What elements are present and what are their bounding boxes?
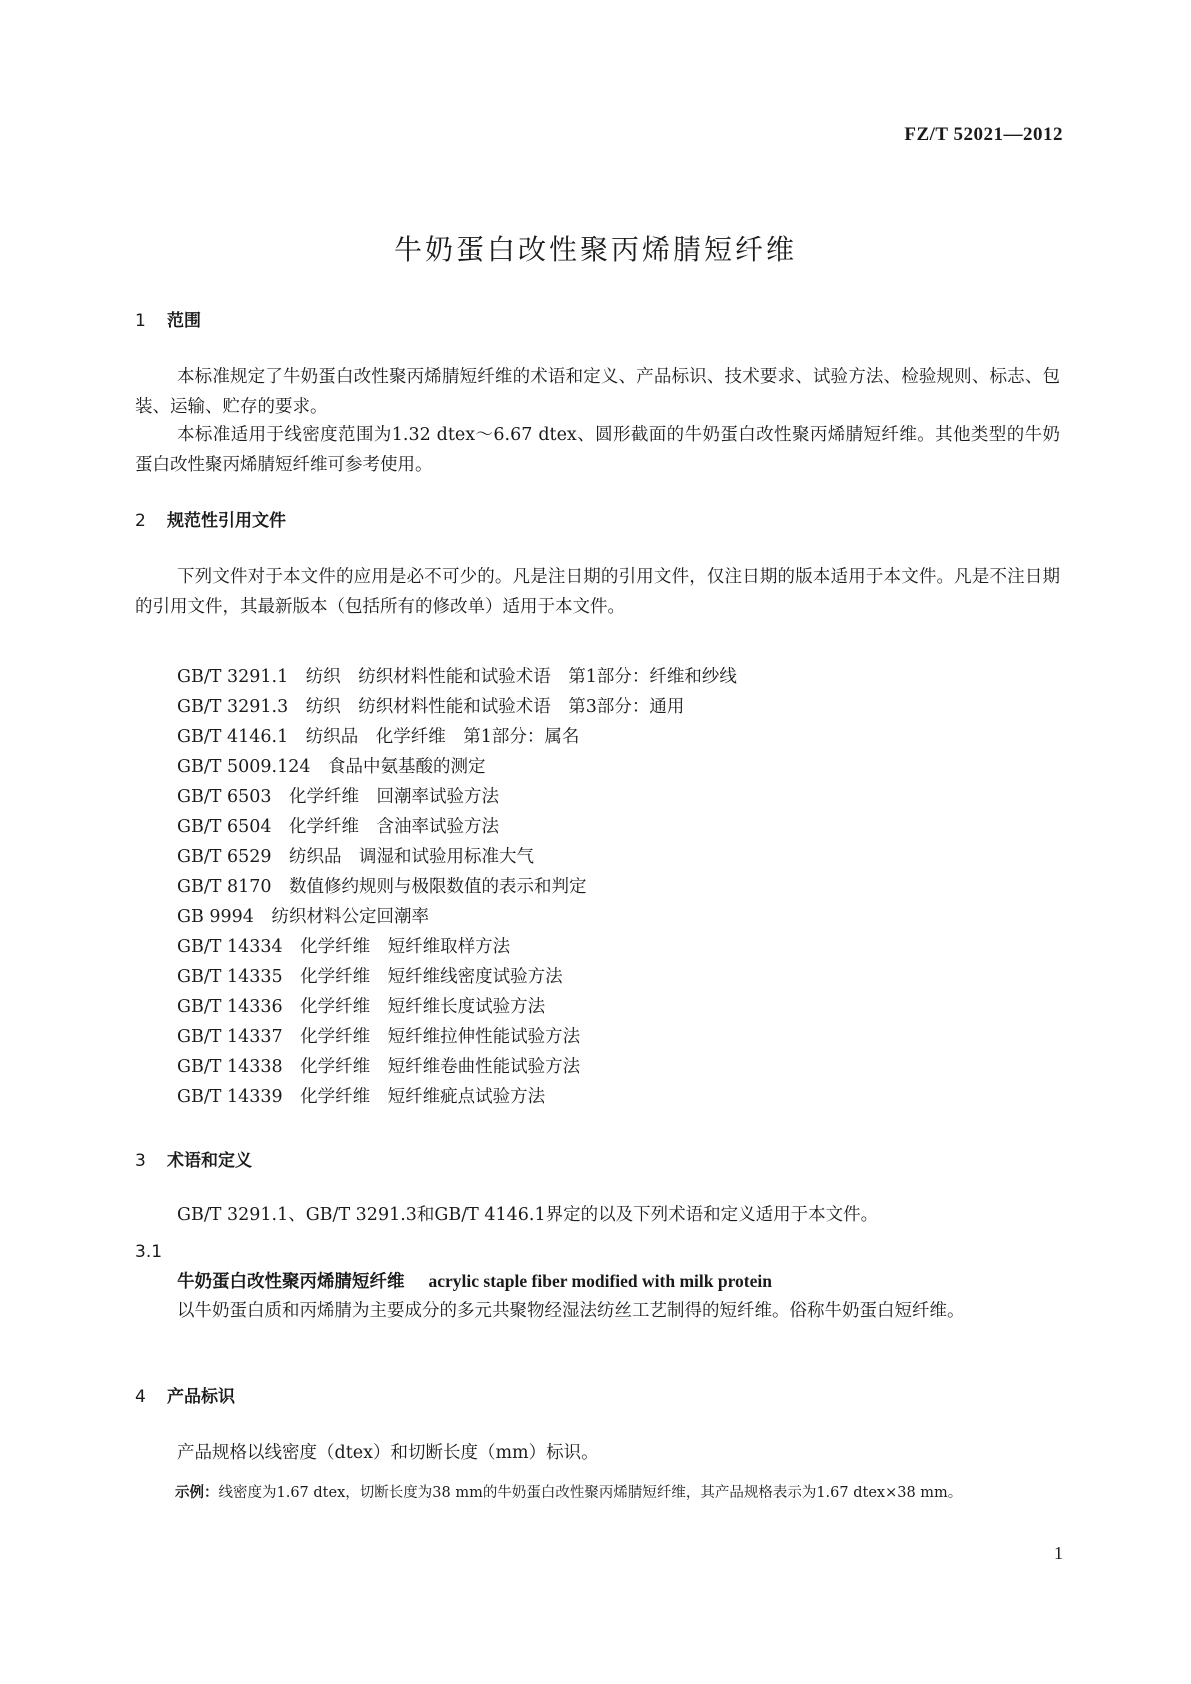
reference-item: GB/T 14337 化学纤维 短纤维拉伸性能试验方法 (177, 1027, 581, 1047)
reference-item: GB/T 4146.1 纺织品 化学纤维 第1部分：属名 (177, 727, 580, 747)
reference-item: GB/T 3291.3 纺织 纺织材料性能和试验术语 第3部分：通用 (177, 697, 685, 717)
section-3-heading (135, 1146, 252, 1171)
normative-reference-list (177, 662, 737, 1112)
term-chinese: 牛奶蛋白改性聚丙烯腈短纤维 (177, 1272, 405, 1292)
section-title: 产品标识 (167, 1387, 235, 1407)
section-number: 4 (135, 1387, 146, 1407)
section-number: 2 (135, 511, 146, 531)
document-title: 牛奶蛋白改性聚丙烯腈短纤维 (393, 233, 797, 266)
section-2-paragraph-1: 下列文件对于本文件的应用是必不可少的。凡是注日期的引用文件，仅注日期的版本适用于本文件。凡是不注日期的引用文件，其最新版本（包括所有的修改单）适用于本文件。 (135, 567, 1060, 617)
page-number: 1 (1054, 1543, 1063, 1563)
example-note (135, 1479, 1060, 1507)
section-4-paragraph-1: 产品规格以线密度（dtex）和切断长度（mm）标识。 (177, 1443, 599, 1463)
reference-item: GB/T 14335 化学纤维 短纤维线密度试验方法 (177, 967, 563, 987)
reference-item: GB 9994 纺织材料公定回潮率 (177, 907, 429, 927)
section-title: 规范性引用文件 (167, 511, 286, 531)
section-number: 3 (135, 1151, 146, 1171)
section-1-heading (135, 306, 201, 331)
section-title: 术语和定义 (167, 1151, 252, 1171)
reference-item: GB/T 5009.124 食品中氨基酸的测定 (177, 757, 486, 777)
section-title: 范围 (167, 311, 201, 331)
term-number: 3.1 (135, 1242, 163, 1262)
example-label: 示例： (175, 1485, 219, 1501)
reference-item: GB/T 14339 化学纤维 短纤维疵点试验方法 (177, 1087, 546, 1107)
reference-item: GB/T 14338 化学纤维 短纤维卷曲性能试验方法 (177, 1057, 581, 1077)
reference-item: GB/T 3291.1 纺织 纺织材料性能和试验术语 第1部分：纤维和纱线 (177, 667, 737, 687)
term-entry (177, 1268, 772, 1293)
reference-item: GB/T 6529 纺织品 调湿和试验用标准大气 (177, 847, 535, 867)
section-2-heading (135, 506, 286, 531)
section-3-paragraph-1: GB/T 3291.1、GB/T 3291.3和GB/T 4146.1界定的以及下列术语和定义适用于本文件。 (177, 1205, 879, 1225)
section-number: 1 (135, 311, 146, 331)
section-1-paragraph-2: 本标准适用于线密度范围为1.32 dtex～6.67 dtex、圆形截面的牛奶蛋白改性聚丙烯腈短纤维。其他类型的牛奶蛋白改性聚丙烯腈短纤维可参考使用。 (135, 425, 1060, 475)
term-definition: 以牛奶蛋白质和丙烯腈为主要成分的多元共聚物经湿法纺丝工艺制得的短纤维。俗称牛奶蛋白短纤维。 (177, 1301, 965, 1321)
section-1-paragraph-1: 本标准规定了牛奶蛋白改性聚丙烯腈短纤维的术语和定义、产品标识、技术要求、试验方法、检验规则、标志、包装、运输、贮存的要求。 (135, 367, 1060, 417)
reference-item: GB/T 6503 化学纤维 回潮率试验方法 (177, 787, 500, 807)
term-english: acrylic staple fiber modified with milk protein (428, 1271, 772, 1291)
section-4-heading (135, 1382, 235, 1407)
reference-item: GB/T 8170 数值修约规则与极限数值的表示和判定 (177, 877, 587, 897)
reference-item: GB/T 6504 化学纤维 含油率试验方法 (177, 817, 500, 837)
standard-number: FZ/T 52021—2012 (904, 124, 1063, 145)
reference-item: GB/T 14336 化学纤维 短纤维长度试验方法 (177, 997, 546, 1017)
example-text: 线密度为1.67 dtex，切断长度为38 mm的牛奶蛋白改性聚丙烯腈短纤维，其产品规格表示为1.67 dtex×38 mm。 (218, 1485, 963, 1501)
reference-item: GB/T 14334 化学纤维 短纤维取样方法 (177, 937, 511, 957)
